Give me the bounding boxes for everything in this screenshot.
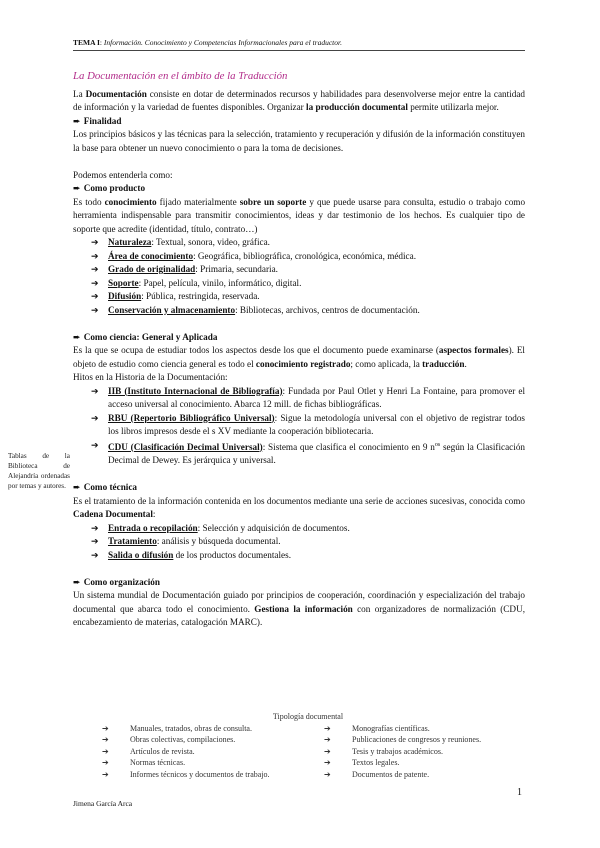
podemos-text: Podemos entenderla como: <box>73 169 173 180</box>
arrow-icon: ➔ <box>91 291 99 301</box>
arrow-icon: ➔ <box>324 758 331 768</box>
arrow-icon: ➔ <box>91 536 99 547</box>
ciencia-text: Es la que se ocupa de estudiar todos los aspectos desde los que el documento puede examinarse (aspectos formales). El objeto de estudio como ciencia general es todo el conocimiento registrado; como aplicada, la traducción. <box>73 345 525 369</box>
tipologia-item: ➔ Textos legales. <box>324 758 400 768</box>
list-item: ➔ Soporte: Papel, película, vinilo, informático, digital. <box>91 277 525 291</box>
hitos-list <box>73 385 525 468</box>
organizacion-heading: ➨ Como organización <box>73 576 161 587</box>
arrow-icon: ➔ <box>324 746 331 756</box>
producto-list <box>73 236 525 317</box>
tipologia-item: ➔ Artículos de revista. <box>102 746 195 756</box>
list-item: ➔ Salida o difusión de los productos documentales. <box>91 549 525 563</box>
ciencia-heading: ➨ Como ciencia: General y Aplicada <box>73 331 218 342</box>
list-item: ➔ Conservación y almacenamiento: Bibliotecas, archivos, centros de documentación. <box>91 304 525 318</box>
list-item: ➔ CDU (Clasificación Decimal Universal): Sistema que clasifica el conocimiento en 9 $n^{os}$ según la Clasificación Decimal de Dewey. Es jerárquica y universal. <box>91 439 526 466</box>
tipologia-item: ➔ Informes técnicos y documentos de trabajo. <box>102 769 270 779</box>
intro-paragraph: La Documentación consiste en dotar de determinados recursos y habilidades para desenvolverse mejor entre la cantidad de información y la variedad de fuentes disponibles. Organizar la producción documental permite utilizarla mejor. <box>73 88 526 112</box>
arrow-icon: ➔ <box>91 237 99 247</box>
tecnica-list <box>73 522 525 563</box>
side-note: Tablas de la Biblioteca de Alejandría ordenadas por temas y autores. <box>8 452 70 490</box>
tipologia-item: ➔ Monografías científicas. <box>324 723 430 733</box>
section-arrow-icon: ➨ <box>73 482 81 493</box>
section-arrow-icon: ➨ <box>73 331 81 342</box>
tecnica-heading: ➨ Como técnica <box>73 482 138 493</box>
arrow-icon: ➔ <box>91 304 99 315</box>
tipologia-item: ➔ Manuales, tratados, obras de consulta. <box>102 723 252 733</box>
list-item: ➔ RBU (Repertorio Bibliográfico Universal): Sigue la metodología universal con el objetivo de registrar todos los libros impresos desde el s XV mediante la cooperación bibliotecaria. <box>91 412 525 436</box>
arrow-icon: ➔ <box>91 412 99 423</box>
section-arrow-icon: ➨ <box>73 576 81 587</box>
arrow-icon: ➔ <box>91 250 99 261</box>
arrow-icon: ➔ <box>91 549 99 560</box>
arrow-icon: ➔ <box>102 723 109 733</box>
tipologia-title: Tipología documental <box>272 712 344 721</box>
finalidad-text: Los principios básicos y las técnicas para la selección, tratamiento y recuperación y difusión de la información constituyen la base para obtener un nuevo conocimiento o para la toma de decisiones. <box>73 129 525 153</box>
arrow-icon: ➔ <box>324 769 331 779</box>
arrow-icon: ➔ <box>102 746 109 756</box>
producto-heading: ➨ Como producto <box>73 183 146 193</box>
header-subtitle: Información. Conocimiento y Competencias Informacionales para el traductor. <box>103 38 342 47</box>
list-item: ➔ Tratamiento: análisis y búsqueda documental. <box>91 535 525 549</box>
page-header: TEMA I: Información. Conocimiento y Competencias Informacionales para el traductor. <box>73 38 342 47</box>
main-content <box>73 70 525 630</box>
author-footer: Jimena García Arca <box>73 799 133 808</box>
tipologia-item: ➔ Publicaciones de congresos y reuniones. <box>324 735 482 745</box>
hitos-text: Hitos en la Historia de la Documentación: <box>73 372 228 382</box>
arrow-icon: ➔ <box>91 277 99 288</box>
arrow-icon: ➔ <box>102 735 109 745</box>
arrow-icon: ➔ <box>102 769 109 779</box>
header-label: TEMA I <box>73 38 100 47</box>
tipologia-item: ➔ Normas técnicas. <box>102 758 186 768</box>
finalidad-heading: ➨ Finalidad <box>73 115 122 126</box>
arrow-icon: ➔ <box>91 439 99 450</box>
arrow-icon: ➔ <box>324 723 331 733</box>
page-number: 1 <box>517 787 522 798</box>
arrow-icon: ➔ <box>91 264 99 274</box>
list-item: ➔ IIB (Instituto Internacional de Bibliografía): Fundada por Paul Otlet y Henri La Fontaine, para promover el acceso universal al conocimiento. Abarca 12 mill. de fichas bibliográficas. <box>91 385 526 409</box>
list-item: ➔ Difusión: Pública, restringida, reservada. <box>91 290 525 304</box>
list-item: ➔ Área de conocimiento: Geográfica, bibliográfica, cronológica, económica, médica. <box>91 250 525 264</box>
tecnica-text: Es el tratamiento de la información contenida en los documentos mediante una serie de acciones sucesivas, conocida como Cadena Documental: <box>73 495 525 520</box>
list-item: ➔ Entrada o recopilación: Selección y adquisición de documentos. <box>91 522 525 536</box>
tipologia-grid <box>100 723 520 781</box>
section-arrow-icon: ➨ <box>73 115 81 126</box>
arrow-icon: ➔ <box>102 758 109 768</box>
organizacion-text: Un sistema mundial de Documentación guiado por principios de cooperación, coordinación y especialización del trabajo documental que abarca todo el conocimiento. Gestiona la información con organizadores de normalización (CDU, encabezamiento de materias, catalogación MARC). <box>73 590 525 628</box>
tipologia-table <box>100 711 520 781</box>
tipologia-item: ➔ Obras colectivas, compilaciones. <box>102 735 236 745</box>
header-rule <box>73 50 525 51</box>
arrow-icon: ➔ <box>91 522 99 533</box>
page-title: La Documentación en el ámbito de la Traducción <box>73 70 288 82</box>
producto-text: Es todo conocimiento fijado materialmente sobre un soporte y que puede usarse para consulta, estudio o trabajo como herramienta indispensable para transmitir conocimientos, ideas y dar testimonio de los hechos. Es cualquier tipo de soporte que acredite (identidad, título, contrato…) <box>73 196 526 234</box>
tipologia-item: ➔ Documentos de patente. <box>324 769 430 779</box>
list-item: ➔ Naturaleza: Textual, sonora, video, gráfica. <box>91 236 525 250</box>
section-arrow-icon: ➨ <box>73 183 81 193</box>
arrow-icon: ➔ <box>324 735 331 745</box>
list-item: ➔ Grado de originalidad: Primaria, secundaria. <box>91 263 525 277</box>
arrow-icon: ➔ <box>91 385 99 396</box>
tipologia-item: ➔ Tesis y trabajos académicos. <box>324 746 443 756</box>
